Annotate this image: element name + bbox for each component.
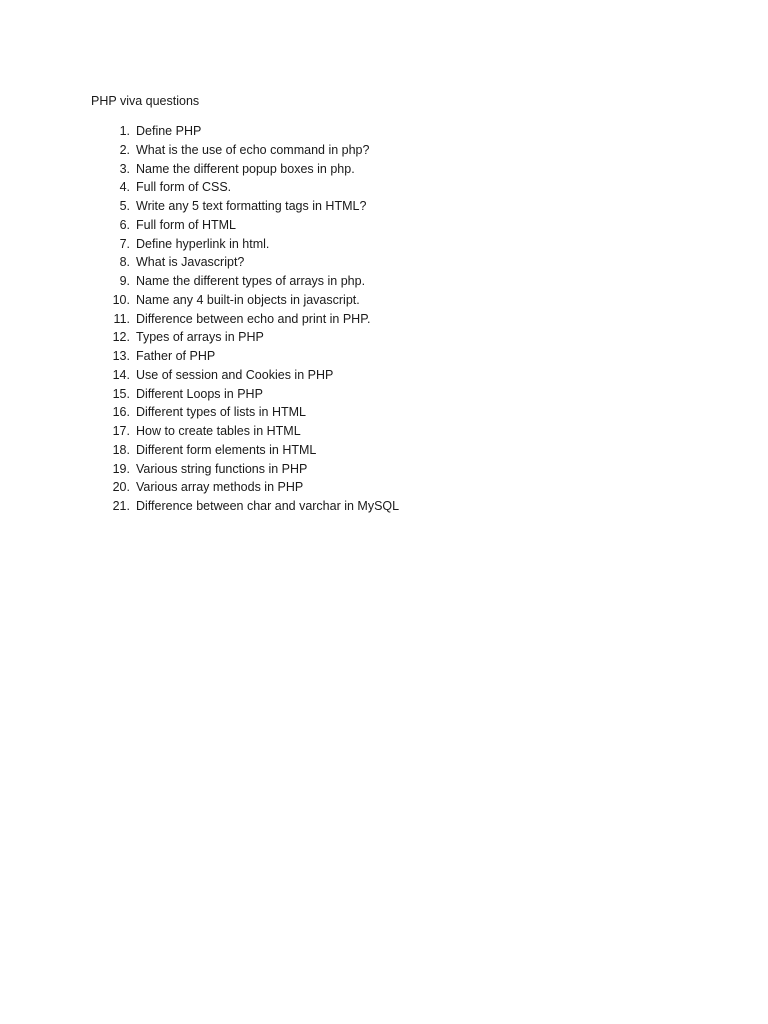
item-text: What is the use of echo command in php? xyxy=(136,142,370,157)
item-text: Name any 4 built-in objects in javascript. xyxy=(136,292,360,307)
item-number: 21. xyxy=(112,499,130,513)
item-text: How to create tables in HTML xyxy=(136,424,301,438)
item-number: 11. xyxy=(113,311,130,326)
item-text: Define hyperlink in html. xyxy=(136,236,270,251)
item-text: Different Loops in PHP xyxy=(136,386,263,401)
item-number: 2. xyxy=(119,142,130,157)
item-number: 16. xyxy=(112,405,130,420)
item-number: 20. xyxy=(112,480,130,495)
item-number: 9. xyxy=(119,274,130,288)
item-text: Define PHP xyxy=(136,124,202,138)
item-text: Types of arrays in PHP xyxy=(136,330,264,345)
item-text: Write any 5 text formatting tags in HTML? xyxy=(136,199,367,213)
item-text: Difference between char and varchar in MySQL xyxy=(136,499,400,513)
item-text: What is Javascript? xyxy=(136,255,245,270)
item-number: 6. xyxy=(119,217,130,232)
item-text: Difference between echo and print in PHP. xyxy=(136,311,371,326)
item-text: Use of session and Cookies in PHP xyxy=(136,367,334,382)
item-text: Full form of HTML xyxy=(136,217,237,232)
item-number: 14. xyxy=(112,367,130,382)
item-number: 13. xyxy=(112,349,130,363)
item-number: 7. xyxy=(119,236,130,251)
item-text: Father of PHP xyxy=(136,349,216,363)
item-number: 15. xyxy=(112,386,130,401)
item-number: 19. xyxy=(112,461,130,476)
item-number: 10. xyxy=(112,292,130,307)
item-text: Various array methods in PHP xyxy=(136,480,304,495)
item-number: 3. xyxy=(119,161,130,176)
item-number: 4. xyxy=(119,180,130,195)
item-text: Name the different types of arrays in php. xyxy=(136,274,366,288)
page-title: PHP viva questions xyxy=(91,94,200,108)
item-text: Different types of lists in HTML xyxy=(136,405,306,420)
item-text: Different form elements in HTML xyxy=(136,442,317,457)
item-number: 12. xyxy=(112,330,130,345)
item-text: Name the different popup boxes in php. xyxy=(136,161,355,176)
item-number: 17. xyxy=(112,424,130,438)
item-text: Various string functions in PHP xyxy=(136,461,308,476)
item-number: 18. xyxy=(112,442,130,457)
item-number: 8. xyxy=(119,255,130,270)
item-number: 1. xyxy=(119,124,130,138)
item-text: Full form of CSS. xyxy=(136,180,232,195)
item-number: 5. xyxy=(119,199,130,213)
